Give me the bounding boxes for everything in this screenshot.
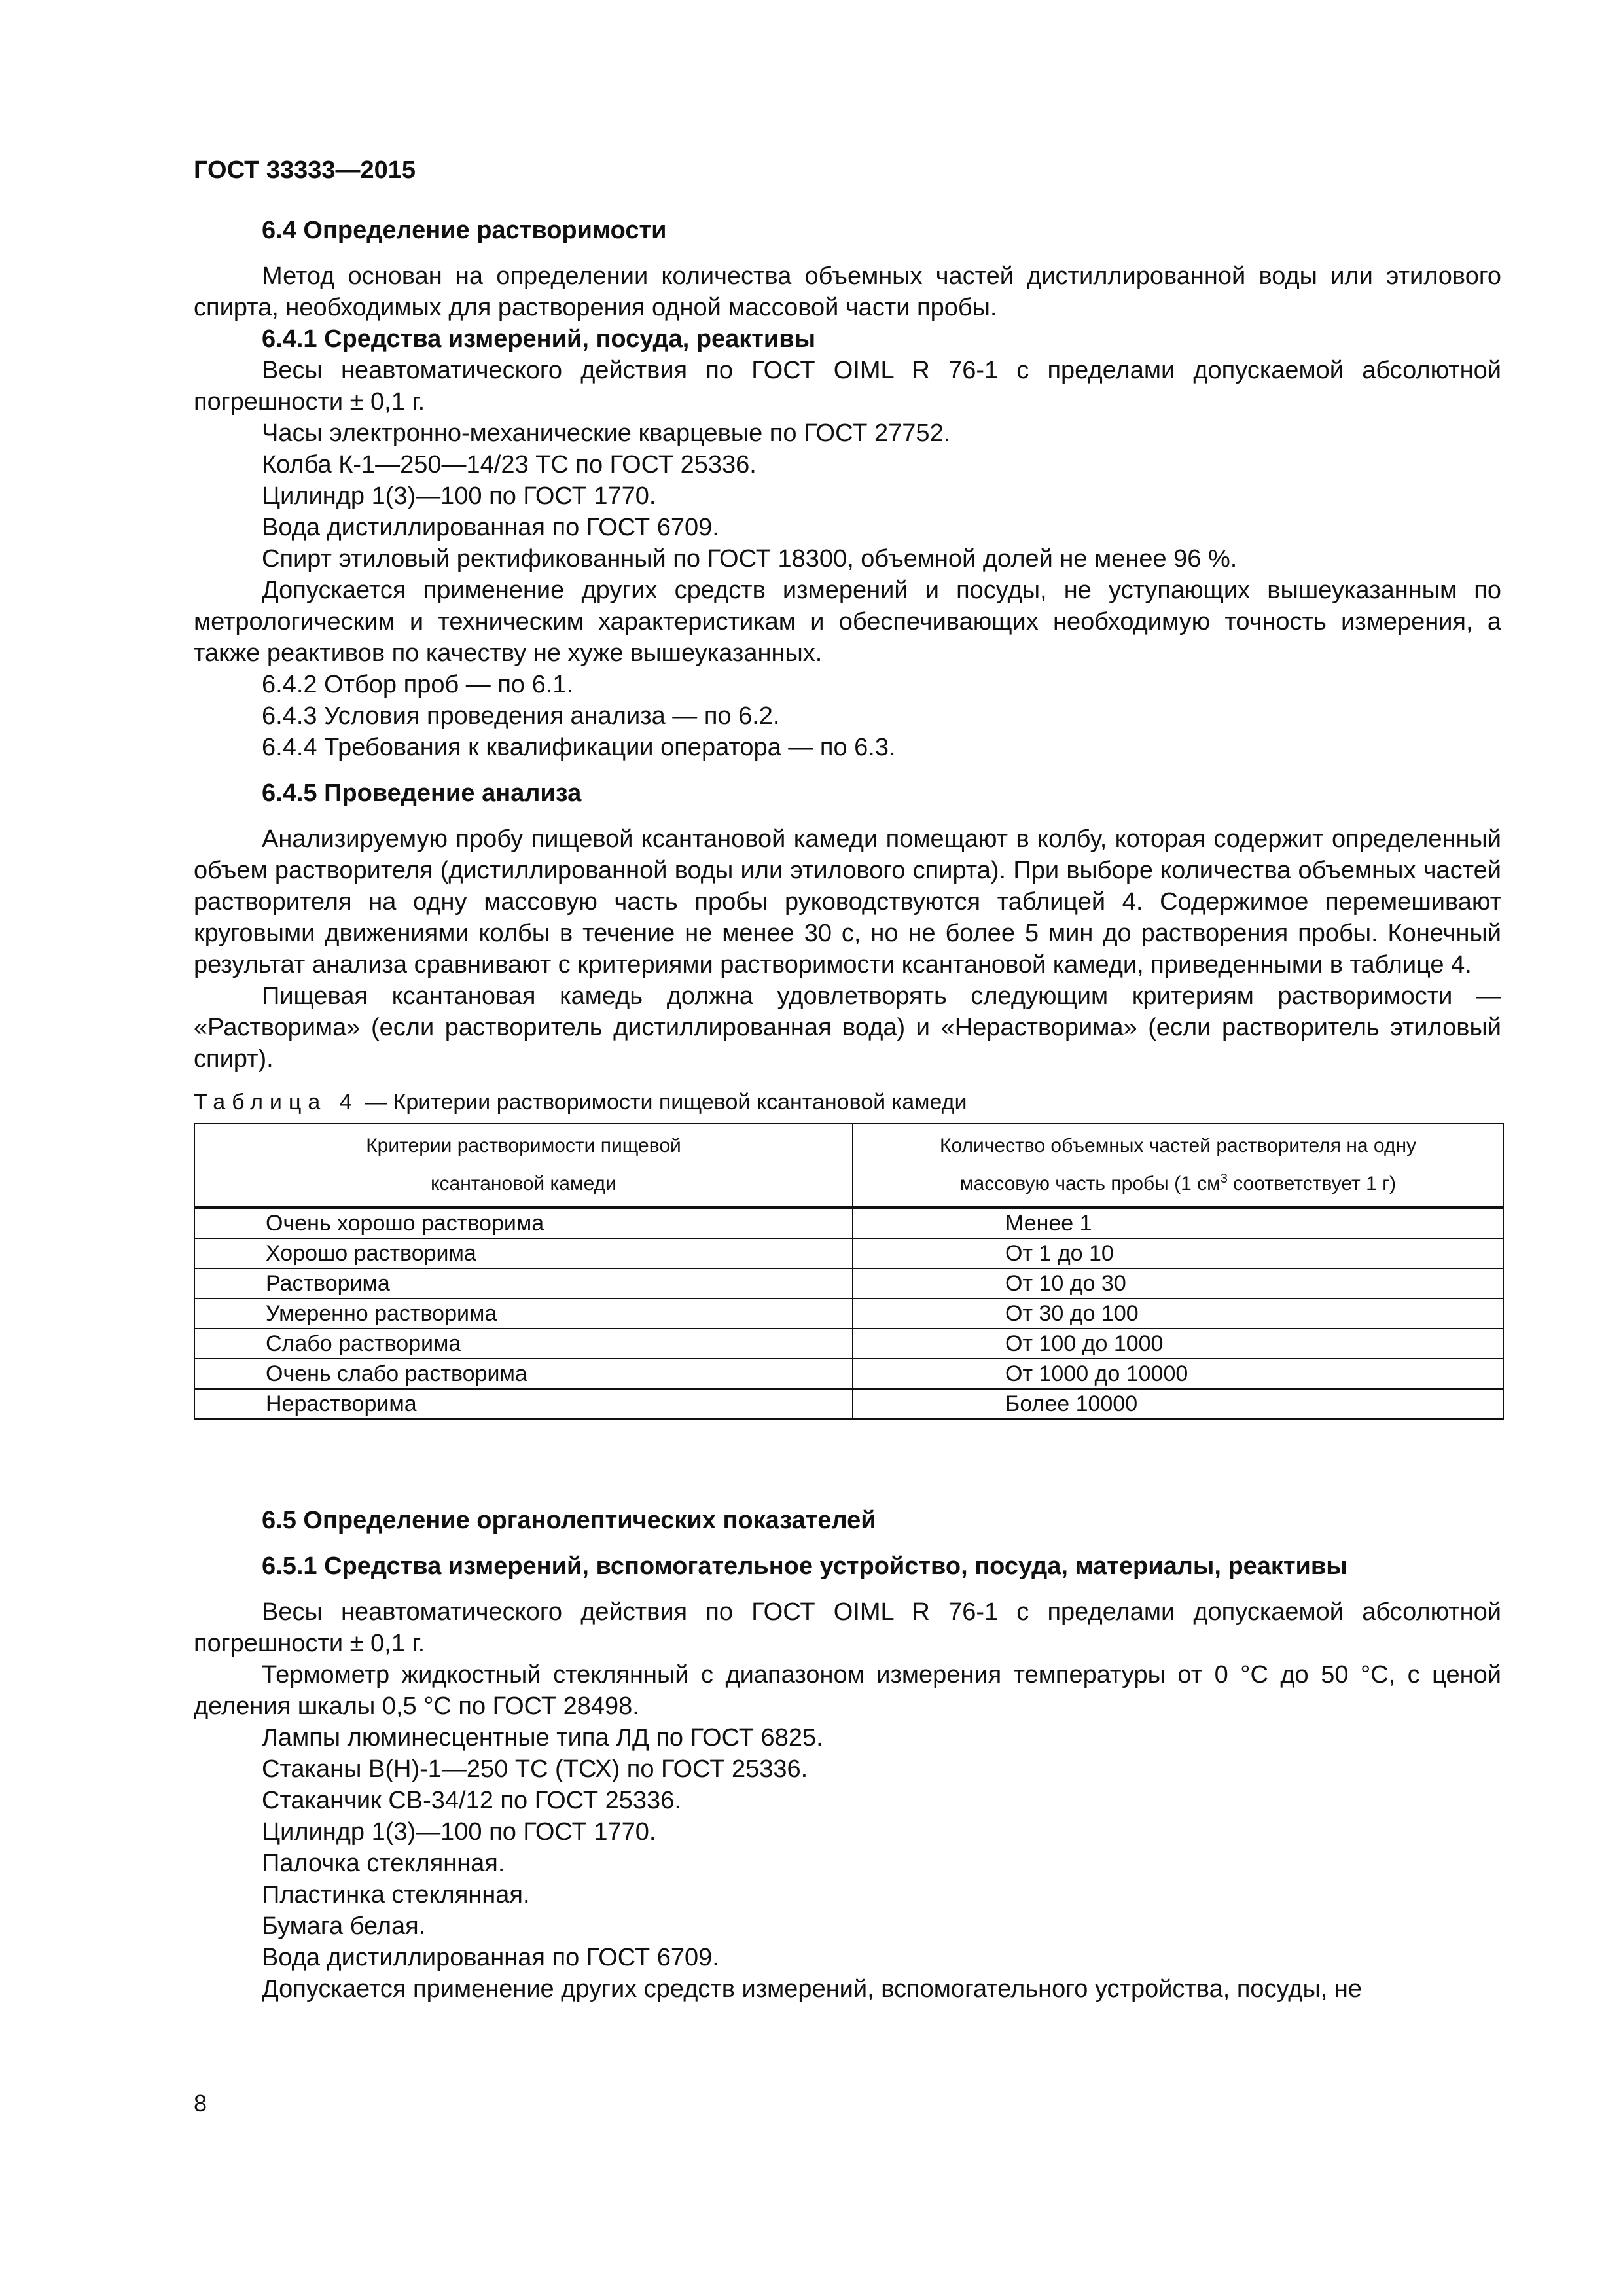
paragraph: Лампы люминесцентные типа ЛД по ГОСТ 6825. <box>262 1724 823 1751</box>
paragraph: Бумага белая. <box>262 1912 426 1940</box>
criterion-cell: Хорошо растворима <box>194 1238 853 1268</box>
value-cell: От 1000 до 10000 <box>853 1359 1503 1389</box>
paragraph: Палочка стеклянная. <box>262 1850 505 1877</box>
criterion-cell: Умеренно растворима <box>194 1299 853 1329</box>
superscript: 3 <box>1220 1172 1228 1186</box>
section-6-4-1-heading: 6.4.1 Средства измерений, посуда, реактивы <box>262 325 816 353</box>
paragraph: Стаканы В(Н)-1—250 ТС (ТСХ) по ГОСТ 25336. <box>262 1755 808 1783</box>
table-header-row <box>194 1124 1503 1208</box>
table-caption-label: Таблица 4 <box>194 1090 359 1115</box>
criterion-cell: Очень слабо растворима <box>194 1359 853 1389</box>
section-6-5-1-heading: 6.5.1 Средства измерений, вспомогательное устройство, посуда, материалы, реактивы <box>262 1552 1347 1580</box>
value-cell: От 10 до 30 <box>853 1268 1503 1299</box>
column-header-text: соответствует 1 г) <box>1227 1173 1397 1194</box>
table-row <box>194 1329 1503 1359</box>
paragraph: Допускается применение других средств измерений и посуды, не уступающих вышеуказанным по метрологическим и техническим характеристикам и обеспечивающих необходимую точность измерения, а также реактивов по качеству не хуже вышеуказанных. <box>194 577 1501 667</box>
table-row <box>194 1238 1503 1268</box>
paragraph: Часы электронно-механические кварцевые по ГОСТ 27752. <box>262 420 951 447</box>
paragraph: Пищевая ксантановая камедь должна удовлетворять следующим критериям растворимости — «Растворима» (если растворитель дистиллированная вода) и «Нерастворима» (если растворитель этиловый спирт). <box>194 982 1501 1073</box>
paragraph: Стаканчик СВ-34/12 по ГОСТ 25336. <box>262 1787 681 1814</box>
table-caption <box>194 1088 1501 1117</box>
paragraph: Вода дистиллированная по ГОСТ 6709. <box>262 1944 719 1971</box>
criterion-cell: Очень хорошо растворима <box>194 1208 853 1239</box>
table-row <box>194 1359 1503 1389</box>
page-content <box>194 215 1501 2005</box>
page-number: 8 <box>194 2090 207 2117</box>
value-cell: От 100 до 1000 <box>853 1329 1503 1359</box>
column-header-text: массовую часть пробы (1 см <box>959 1173 1221 1194</box>
paragraph: Допускается применение других средств измерений, вспомогательного устройства, посуды, не <box>262 1975 1363 2003</box>
section-6-4-3: 6.4.3 Условия проведения анализа — по 6.2. <box>262 702 780 730</box>
table-row <box>194 1299 1503 1329</box>
section-6-4-4: 6.4.4 Требования к квалификации оператора — по 6.3. <box>262 734 896 761</box>
column-header-text: Критерии растворимости пищевой <box>366 1135 681 1157</box>
section-6-5-heading: 6.5 Определение органолептических показателей <box>262 1507 876 1534</box>
paragraph: Цилиндр 1(3)—100 по ГОСТ 1770. <box>262 482 656 510</box>
value-cell: От 30 до 100 <box>853 1299 1503 1329</box>
section-6-4-heading: 6.4 Определение растворимости <box>262 217 667 244</box>
column-header-criteria <box>194 1124 853 1208</box>
criterion-cell: Нерастворима <box>194 1389 853 1419</box>
column-header-text: ксантановой камеди <box>431 1173 616 1194</box>
solubility-table <box>194 1123 1504 1420</box>
paragraph: Анализируемую пробу пищевой ксантановой камеди помещают в колбу, которая содержит определенный объем растворителя (дистиллированной воды или этилового спирта). При выборе количества объемных частей растворителя на одну массовую часть пробы руководствуются таблицей 4. Содержимое перемешивают круговыми движениями колбы в течение не менее 30 с, но не более 5 мин до растворения пробы. Конечный результат анализа сравнивают с критериями растворимости ксантановой камеди, приведенными в таблице 4. <box>194 825 1501 978</box>
criterion-cell: Слабо растворима <box>194 1329 853 1359</box>
section-6-4-2: 6.4.2 Отбор проб — по 6.1. <box>262 671 574 698</box>
column-header-text: Количество объемных частей растворителя на одну <box>939 1135 1417 1157</box>
value-cell: Более 10000 <box>853 1389 1503 1419</box>
table-row <box>194 1208 1503 1239</box>
paragraph: Весы неавтоматического действия по ГОСТ OIML R 76-1 с пределами допускаемой абсолютной погрешности ± 0,1 г. <box>194 357 1501 416</box>
column-header-quantity <box>853 1124 1503 1208</box>
table-row <box>194 1389 1503 1419</box>
value-cell: Менее 1 <box>853 1208 1503 1239</box>
criterion-cell: Растворима <box>194 1268 853 1299</box>
paragraph: Весы неавтоматического действия по ГОСТ OIML R 76-1 с пределами допускаемой абсолютной погрешности ± 0,1 г. <box>194 1598 1501 1657</box>
paragraph: Колба К-1—250—14/23 ТС по ГОСТ 25336. <box>262 451 757 478</box>
paragraph: Пластинка стеклянная. <box>262 1881 530 1909</box>
document-header: ГОСТ 33333—2015 <box>194 156 416 184</box>
table-row <box>194 1268 1503 1299</box>
paragraph: Термометр жидкостный стеклянный с диапазоном измерения температуры от 0 °С до 50 °С, с ценой деления шкалы 0,5 °С по ГОСТ 28498. <box>194 1661 1501 1720</box>
section-6-4-5-heading: 6.4.5 Проведение анализа <box>262 780 582 807</box>
section-6-4-intro: Метод основан на определении количества объемных частей дистиллированной воды или этилового спирта, необходимых для растворения одной массовой части пробы. <box>194 262 1501 321</box>
table-caption-text: — Критерии растворимости пищевой ксантановой камеди <box>358 1090 967 1115</box>
value-cell: От 1 до 10 <box>853 1238 1503 1268</box>
paragraph: Вода дистиллированная по ГОСТ 6709. <box>262 514 719 541</box>
paragraph: Спирт этиловый ректификованный по ГОСТ 18300, объемной долей не менее 96 %. <box>262 545 1238 573</box>
paragraph: Цилиндр 1(3)—100 по ГОСТ 1770. <box>262 1818 656 1846</box>
